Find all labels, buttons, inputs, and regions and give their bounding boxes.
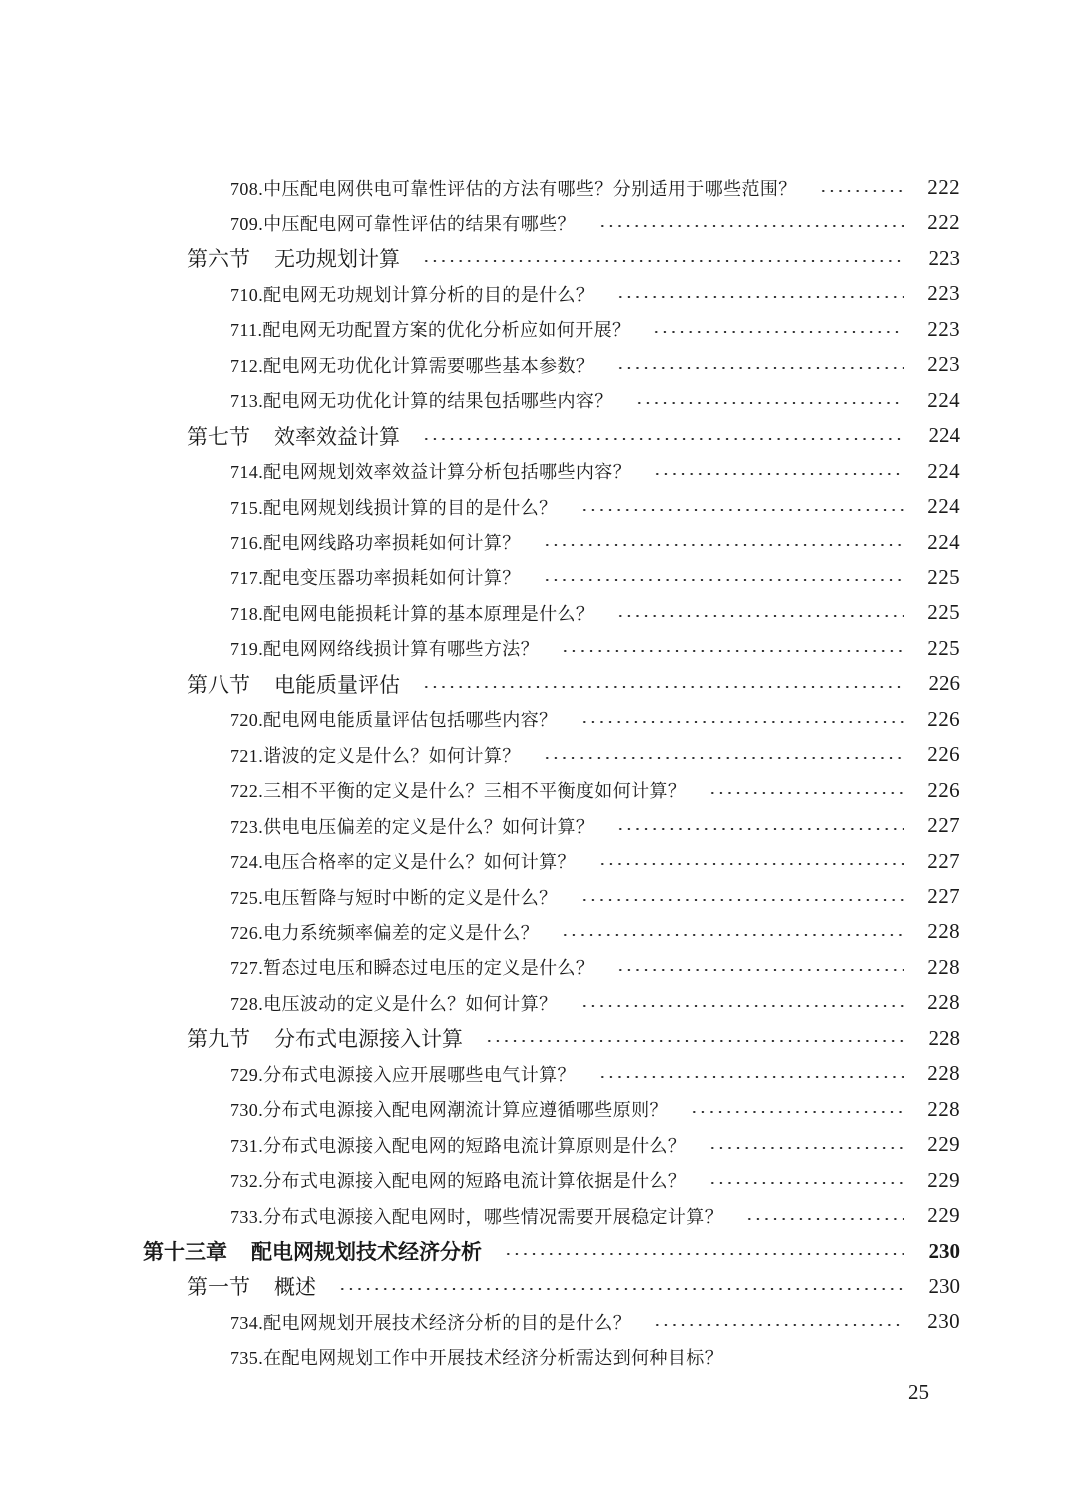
toc-entry-number: 716. [230, 533, 264, 553]
toc-entry-title: 分布式电源接入配电网的短路电流计算依据是什么？ [263, 1171, 687, 1193]
toc-entry-page: 226 [927, 777, 960, 802]
toc-entry-page: 228 [927, 1096, 960, 1121]
dot-leader [616, 296, 904, 298]
toc-entry-page: 230 [927, 1309, 960, 1334]
toc-entry-label [230, 1344, 723, 1370]
toc-entry-title: 分布式电源接入应开展哪些电气计算？ [263, 1064, 576, 1086]
toc-entry-number: 732. [230, 1171, 264, 1192]
toc-entry-question [230, 383, 960, 418]
dot-leader [561, 934, 904, 936]
toc-entry-title: 中压配电网供电可靠性评估的方法有哪些？分别适用于哪些范围？ [263, 178, 797, 200]
toc-entry-page: 230 [928, 1273, 960, 1298]
toc-entry-number: 710. [230, 284, 264, 305]
toc-entry-page: 229 [927, 1167, 960, 1192]
toc-entry-number: 第九节 [187, 1027, 250, 1052]
toc-entry-title: 配电网电能质量评估包括哪些内容？ [263, 710, 558, 732]
toc-entry-number: 708. [230, 178, 264, 199]
toc-entry-title: 电力系统频率偏差的定义是什么？ [263, 922, 540, 944]
toc-entry-number: 724. [230, 852, 264, 873]
dot-leader [708, 792, 904, 794]
toc-entry-question [230, 525, 960, 560]
dot-leader [338, 1288, 904, 1290]
dot-leader [745, 1218, 904, 1220]
toc-entry-number: 717. [230, 568, 264, 589]
toc-entry-page: 224 [928, 423, 960, 448]
toc-entry-page: 228 [928, 1025, 960, 1050]
toc-entry-page: 230 [928, 1238, 960, 1263]
toc-entry-page: 224 [927, 529, 960, 554]
toc-entry-question [230, 205, 960, 240]
toc-entry-title: 配电网电能损耗计算的基本原理是什么？ [263, 603, 595, 625]
toc-entry-question [230, 1304, 960, 1339]
toc-entry-question [230, 454, 960, 489]
toc-entry-page: 227 [927, 848, 960, 873]
toc-entry-number: 第八节 [187, 672, 250, 697]
dot-leader [598, 863, 904, 865]
toc-entry-number: 735. [230, 1348, 264, 1369]
toc-entry-title: 分布式电源接入配电网潮流计算应遵循哪些原则？ [263, 1100, 668, 1122]
dot-leader [504, 1253, 904, 1255]
toc-entry-question [230, 312, 960, 347]
toc-entry-title: 电能质量评估 [274, 672, 400, 697]
dot-leader [616, 969, 904, 971]
toc-entry-title: 配电网线路功率损耗如何计算？ [263, 533, 521, 554]
toc-entry-question [230, 1198, 960, 1233]
toc-entry-question [230, 1056, 960, 1091]
dot-leader [561, 650, 904, 652]
toc-entry-title: 配电网无功优化计算的结果包括哪些内容？ [263, 391, 613, 413]
toc-entry-label [230, 564, 521, 590]
toc-entry-chapter [143, 1234, 960, 1269]
toc-entry-question [230, 595, 960, 630]
toc-entry-question [230, 1340, 723, 1375]
toc-entry-page: 226 [928, 671, 960, 696]
toc-entry-number: 712. [230, 355, 264, 376]
dot-leader [616, 367, 904, 369]
toc-entry-question [230, 170, 960, 205]
toc-entry-question [230, 914, 960, 949]
toc-entry-title: 配电网无功配置方案的优化分析应如何开展？ [262, 320, 631, 342]
toc-entry-label [230, 387, 613, 413]
toc-entry-page: 228 [927, 919, 960, 944]
toc-entry-question [230, 702, 960, 737]
dot-leader [485, 1040, 904, 1042]
toc-entry-number: 713. [230, 391, 264, 412]
toc-entry-page: 225 [927, 635, 960, 660]
toc-entry-page: 223 [927, 316, 960, 341]
toc-entry-question [230, 631, 960, 666]
toc-entry-label [230, 635, 539, 661]
toc-entry-label [230, 1167, 686, 1193]
toc-entry-label [230, 494, 558, 520]
dot-leader [580, 1005, 904, 1007]
toc-entry-number: 715. [230, 497, 264, 518]
toc-entry-title: 配电网无功优化计算需要哪些基本参数？ [263, 355, 595, 377]
toc-entry-label [230, 990, 558, 1016]
toc-entry-label [187, 421, 400, 451]
toc-entry-number: 第六节 [187, 247, 250, 272]
toc-entry-title: 效率效益计算 [274, 424, 400, 449]
toc-entry-label [230, 884, 558, 910]
toc-entry-question [230, 489, 960, 524]
page-number: 25 [908, 1380, 929, 1404]
toc-entry-label [230, 777, 686, 803]
toc-entry-label [230, 1309, 631, 1335]
toc-entry-title: 三相不平衡的定义是什么？三相不平衡度如何计算？ [263, 781, 687, 803]
toc-entry-number: 731. [230, 1135, 264, 1156]
toc-entry-number: 718. [230, 603, 264, 624]
toc-entry-label [230, 848, 576, 874]
toc-entry-page: 226 [927, 706, 960, 731]
toc-entry-label [230, 600, 594, 626]
toc-entry-number: 734. [230, 1312, 264, 1333]
toc-entry-page: 228 [927, 1061, 960, 1086]
toc-entry-question [230, 737, 960, 772]
dot-leader [653, 1324, 904, 1326]
toc-entry-number: 721. [230, 745, 264, 766]
dot-leader [422, 438, 904, 440]
toc-entry-number: 第一节 [187, 1275, 250, 1300]
toc-entry-question [230, 985, 960, 1020]
toc-entry-question [230, 347, 960, 382]
dot-leader [653, 473, 904, 475]
dot-leader [598, 225, 904, 227]
toc-entry-number: 723. [230, 816, 264, 837]
toc-entry-question [230, 276, 960, 311]
toc-entry-label [230, 281, 594, 307]
toc-entry-page: 227 [927, 813, 960, 838]
toc-entry-title: 暂态过电压和瞬态过电压的定义是什么？ [263, 958, 595, 980]
toc-entry-page: 228 [927, 990, 960, 1015]
dot-leader [543, 579, 904, 581]
toc-entry-title: 配电网规划开展技术经济分析的目的是什么？ [263, 1312, 632, 1334]
toc-entry-label [230, 529, 521, 555]
toc-entry-title: 电压暂降与短时中断的定义是什么？ [263, 887, 558, 909]
toc-entry-section [187, 1021, 960, 1056]
toc-entry-number: 719. [230, 639, 264, 660]
toc-entry-title: 谐波的定义是什么？如何计算？ [263, 745, 521, 767]
dot-leader [580, 721, 904, 723]
dot-leader [635, 402, 904, 404]
toc-entry-page: 224 [927, 494, 960, 519]
toc-entry-label [230, 1061, 576, 1087]
dot-leader [580, 509, 904, 511]
toc-entry-number: 730. [230, 1100, 264, 1121]
toc-entry-page: 229 [927, 1203, 960, 1228]
toc-entry-title: 供电电压偏差的定义是什么？如何计算？ [263, 816, 595, 838]
toc-entry-question [230, 950, 960, 985]
toc-entry-label [230, 1096, 668, 1122]
toc-entry-number: 722. [230, 781, 264, 802]
dot-leader [422, 260, 904, 262]
toc-entry-title: 配电网无功规划计算分析的目的是什么？ [263, 284, 595, 306]
dot-leader [580, 899, 904, 901]
toc-entry-title: 在配电网规划工作中开展技术经济分析需达到何种目标？ [263, 1348, 724, 1370]
toc-entry-label [230, 706, 558, 732]
toc-entry-label [230, 1203, 723, 1229]
toc-entry-label [230, 954, 594, 980]
toc-entry-number: 711. [230, 320, 263, 341]
toc-entry-page: 225 [927, 564, 960, 589]
toc-entry-page: 225 [927, 600, 960, 625]
toc-entry-title: 中压配电网可靠性评估的结果有哪些？ [263, 213, 576, 235]
toc-entry-number: 725. [230, 887, 264, 908]
toc-entry-title: 无功规划计算 [274, 247, 400, 272]
toc-entry-label [230, 919, 539, 945]
toc-entry-question [230, 844, 960, 879]
toc-entry-question [230, 808, 960, 843]
toc-entry-label [230, 316, 630, 342]
dot-leader [543, 757, 904, 759]
toc-entry-number: 720. [230, 710, 264, 731]
toc-entry-page: 226 [927, 742, 960, 767]
toc-entry-title: 分布式电源接入配电网的短路电流计算原则是什么？ [263, 1135, 687, 1157]
toc-entry-section [187, 418, 960, 453]
toc-entry-number: 733. [230, 1206, 264, 1227]
toc-entry-title: 配电网规划效率效益计算分析包括哪些内容？ [263, 462, 632, 484]
dot-leader [690, 1111, 904, 1113]
toc-entry-page: 229 [927, 1132, 960, 1157]
toc-entry-label [230, 813, 594, 839]
toc-entry-section [187, 241, 960, 276]
toc-entry-question [230, 1163, 960, 1198]
toc-entry-label [187, 1023, 463, 1053]
toc-entry-number: 729. [230, 1064, 264, 1085]
dot-leader [616, 615, 904, 617]
toc-entry-page: 223 [927, 352, 960, 377]
toc-entry-number: 728. [230, 993, 264, 1014]
toc-entry-label [187, 669, 400, 699]
toc-entry-title: 分布式电源接入计算 [274, 1027, 463, 1052]
toc-entry-section [187, 1269, 960, 1304]
toc-entry-number: 第十三章 [143, 1239, 227, 1264]
toc-entry-title: 配电网规划线损计算的目的是什么？ [263, 497, 558, 519]
toc-entry-page: 222 [927, 210, 960, 235]
toc-entry-label [230, 742, 521, 768]
dot-leader [422, 686, 904, 688]
toc-entry-title: 配电变压器功率损耗如何计算？ [263, 568, 521, 590]
toc-entry-label [230, 210, 576, 236]
toc-entry-page: 224 [927, 458, 960, 483]
toc-entry-section [187, 666, 960, 701]
toc-entry-page: 227 [927, 884, 960, 908]
toc-entry-question [230, 1127, 960, 1162]
toc-entry-question [230, 879, 960, 914]
dot-leader [819, 190, 904, 192]
toc-entry-question [230, 773, 960, 808]
toc-entry-label [187, 243, 400, 273]
toc-entry-number: 726. [230, 922, 264, 943]
toc-entry-page: 222 [927, 175, 960, 199]
dot-leader [598, 1076, 904, 1078]
toc-entry-label [230, 352, 594, 378]
dot-leader [543, 544, 904, 546]
toc-entry-number: 727. [230, 958, 264, 979]
toc-entry-title: 概述 [274, 1275, 316, 1300]
toc-entry-number: 第七节 [187, 424, 250, 449]
toc-entry-title: 电压合格率的定义是什么？如何计算？ [263, 852, 576, 874]
toc-entry-label [230, 175, 797, 201]
dot-leader [616, 828, 904, 830]
toc-entry-label [143, 1236, 482, 1266]
dot-leader [652, 331, 904, 333]
toc-entry-title: 配电网规划技术经济分析 [251, 1239, 482, 1264]
toc-entry-title: 配电网网络线损计算有哪些方法？ [263, 639, 540, 661]
toc-entry-title: 电压波动的定义是什么？如何计算？ [263, 993, 558, 1015]
toc-entry-number: 709. [230, 213, 264, 234]
toc-entry-page: 223 [928, 245, 960, 270]
toc-entry-page: 224 [927, 387, 960, 412]
toc-entry-label [230, 1132, 686, 1158]
toc-entry-question [230, 1092, 960, 1127]
toc-entry-label [230, 458, 631, 484]
dot-leader [708, 1147, 904, 1149]
toc-entry-number: 714. [230, 462, 264, 483]
dot-leader [708, 1182, 904, 1184]
toc-entry-label [187, 1271, 316, 1301]
toc-entry-question [230, 560, 960, 595]
toc-entry-page: 228 [927, 954, 960, 979]
toc-entry-title: 分布式电源接入配电网时，哪些情况需要开展稳定计算？ [263, 1206, 724, 1228]
toc-entry-page: 223 [927, 281, 960, 306]
